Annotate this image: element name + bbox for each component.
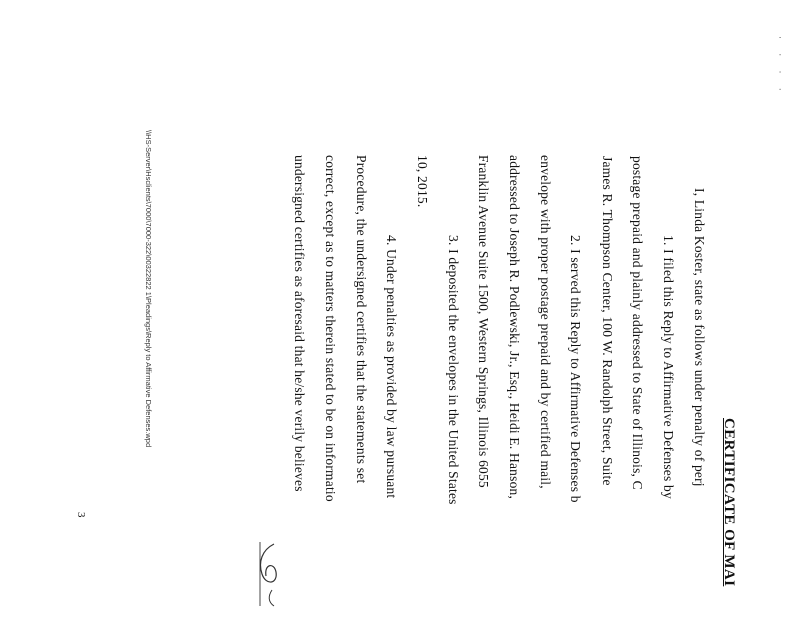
body-line-14: undersigned certifies as aforesaid that he/she verily believes	[292, 155, 307, 492]
body-line-7: addressed to Joseph R. Podlewski, Jr., Esq., Heidi E. Hanson,	[507, 155, 522, 500]
body-line-1: I, Linda Koster, state as follows under penalty of perj	[692, 188, 707, 487]
body-line-4: James R. Thompson Center, 100 W. Randolph Street, Suite	[600, 156, 615, 486]
body-line-8: Franklin Avenue Suite 1500, Western Springs, Illinois 6055	[476, 155, 491, 488]
body-line-9: 3. I deposited the envelopes in the United States	[446, 235, 461, 505]
body-line-6: envelope with proper postage prepaid and by certified mail,	[538, 155, 553, 489]
corner-marks: · · · ·	[775, 36, 785, 97]
body-line-11: 4. Under penalties as provided by law pursuant	[384, 235, 399, 499]
signature-mark	[252, 540, 284, 610]
body-line-10: 10, 2015.	[415, 155, 430, 208]
body-line-2: 1. I filed this Reply to Affirmative Defenses by	[661, 235, 676, 499]
body-line-3: postage prepaid and plainly addressed to State of Illinois, C	[630, 156, 645, 490]
page-number: 3	[75, 512, 87, 518]
body-line-13: correct, except as to matters therein stated to be on informatio	[323, 155, 338, 502]
signature-scribble-icon	[252, 540, 284, 610]
body-line-5: 2. I served this Reply to Affirmative Defenses b	[568, 235, 583, 503]
footer-file-path: \\HS-Server\Hsclients\7000\7000-322\00322822 1\Pleadings\Reply to Affirmative Defenses.wpd	[144, 130, 153, 448]
body-line-12: Procedure, the undersigned certifies that the statements set	[354, 155, 369, 484]
certificate-heading: CERTIFICATE OF MAI	[721, 418, 737, 587]
